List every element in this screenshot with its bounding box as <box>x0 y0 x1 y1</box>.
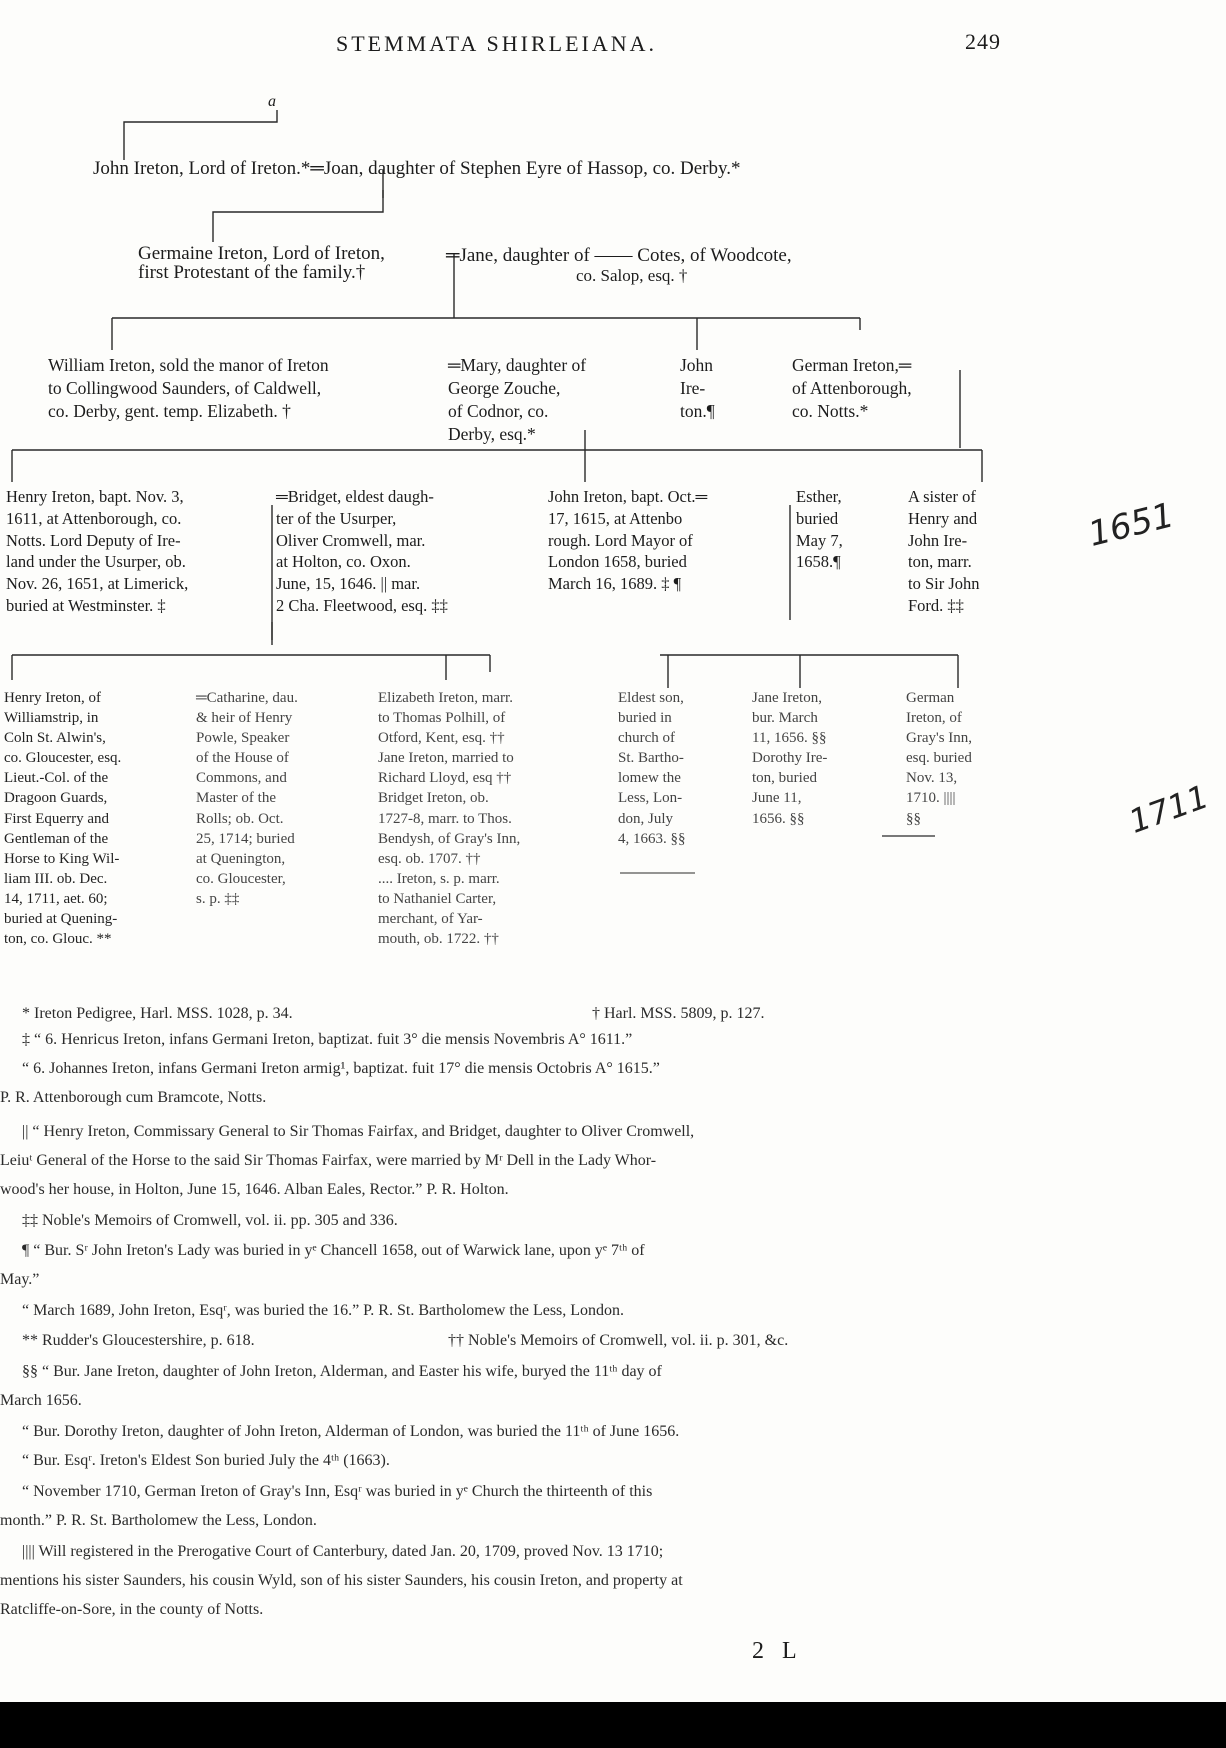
footnote-line: §§ “ Bur. Jane Ireton, daughter of John Ireton, Alderman, and Easter his wife, buryed the 11ᵗʰ day of <box>22 1363 662 1380</box>
footnote-line: ‡ “ 6. Henricus Ireton, infans Germani Ireton, baptizat. fuit 3° die mensis Novembris A° 1611.” <box>22 1031 633 1048</box>
footnote-line: March 1656. <box>0 1392 82 1409</box>
gen4-henry-ireton: Henry Ireton, bapt. Nov. 3, 1611, at Attenborough, co. Notts. Lord Deputy of Ire- land under the Usurper, ob. Nov. 26, 1651, at Limerick, buried at Westminster. ‡ <box>6 487 189 615</box>
gen5-elizabeth-jane-bridget-ireton: Elizabeth Ireton, marr. to Thomas Polhill, of Otford, Kent, esq. †† Jane Ireton, married to Richard Lloyd, esq †† Bridget Ireton, ob. 1727-8, marr. to Thos. Bendysh, of Gray's Inn, esq. ob. 1707. †† .... Ireton, s. p. marr. to Nathaniel Carter, merchant, of Yar- mouth, ob. 1722. †† <box>378 690 521 948</box>
gen5-catharine-powle: ═Catharine, dau. & heir of Henry Powle, Speaker of the House of Commons, and Master of the Rolls; ob. Oct. 25, 1714; buried at Quenington, co. Gloucester, s. p. ‡‡ <box>196 690 298 907</box>
gen5-eldest-son: Eldest son, buried in church of St. Bartho- lomew the Less, Lon- don, July 4, 1663. §§ <box>618 690 686 847</box>
footnote-line: “ March 1689, John Ireton, Esqʳ, was buried the 16.” P. R. St. Bartholomew the Less, London. <box>22 1302 625 1319</box>
footnote-line: wood's her house, in Holton, June 15, 1646. Alban Eales, Rector.” P. R. Holton. <box>0 1181 509 1198</box>
footnote-line: ‡‡ Noble's Memoirs of Cromwell, vol. ii. pp. 305 and 336. <box>22 1212 398 1229</box>
footnote-line: May.” <box>0 1271 40 1288</box>
footnote-line: ¶ “ Bur. Sʳ John Ireton's Lady was buried in yᵉ Chancell 1658, out of Warwick lane, upon yᵉ 7ᵗʰ of <box>22 1242 645 1259</box>
gen4-john-ireton-mayor: John Ireton, bapt. Oct.═ 17, 1615, at Attenbo rough. Lord Mayor of London 1658, buried March 16, 1689. ‡ ¶ <box>548 487 708 594</box>
footnote-line: “ Bur. Esqʳ. Ireton's Eldest Son buried July the 4ᵗʰ (1663). <box>22 1452 390 1469</box>
scan-bottom-edge <box>0 1702 1226 1748</box>
gen4-sister-ford: A sister of Henry and John Ire- ton, marr. to Sir John Ford. ‡‡ <box>908 487 980 615</box>
page-number: 249 <box>965 29 1001 54</box>
gen4-esther: Esther, buried May 7, 1658.¶ <box>796 487 843 572</box>
signature-mark: 2 L <box>752 1638 803 1664</box>
running-title: STEMMATA SHIRLEIANA. <box>336 31 658 56</box>
gen3-mary-zouche: ═Mary, daughter of George Zouche, of Codnor, co. Derby, esq.* <box>448 355 587 445</box>
footnote-noble-memoirs: †† Noble's Memoirs of Cromwell, vol. ii. p. 301, &c. <box>448 1332 789 1349</box>
footnote-line: P. R. Attenborough cum Bramcote, Notts. <box>0 1089 267 1106</box>
gen3-john-ireton: John Ire- ton.¶ <box>680 355 715 422</box>
footnote-line: |||| Will registered in the Prerogative Court of Canterbury, dated Jan. 20, 1709, proved Nov. 13 1710; <box>22 1543 664 1560</box>
footnote-line: Ratcliffe-on-Sore, in the county of Notts. <box>0 1601 264 1618</box>
footnote-line: Leiuᵗ General of the Horse to the said Sir Thomas Fairfax, were married by Mʳ Dell in the Lady Whor- <box>0 1152 657 1169</box>
gen1-john-ireton-joan: John Ireton, Lord of Ireton.*═Joan, daughter of Stephen Eyre of Hassop, co. Derby.* <box>93 158 741 179</box>
footnote-harl-mss: † Harl. MSS. 5809, p. 127. <box>592 1005 765 1022</box>
gen5-jane-dorothy-ireton: Jane Ireton, bur. March 11, 1656. §§ Dorothy Ire- ton, buried June 11, 1656. §§ <box>752 690 828 827</box>
gen2-germaine-ireton: Germaine Ireton, Lord of Ireton, first Protestant of the family.† <box>138 243 385 283</box>
gen5-henry-ireton-williamstrip: Henry Ireton, of Williamstrip, in Coln St. Alwin's, co. Gloucester, esq. Lieut.-Col. of the Dragoon Guards, First Equerry and Gentleman of the Horse to King Wil- liam III. ob. Dec. 14, 1711, aet. 60; buried at Quening- ton, co. Glouc. ** <box>4 690 122 948</box>
footnote-ireton-pedigree: * Ireton Pedigree, Harl. MSS. 1028, p. 34. <box>22 1005 293 1022</box>
footnote-line: || “ Henry Ireton, Commissary General to Sir Thomas Fairfax, and Bridget, daughter to Oliver Cromwell, <box>22 1123 695 1140</box>
footnote-rudder: ** Rudder's Gloucestershire, p. 618. <box>22 1332 255 1349</box>
gen2-jane-cotes-line2: co. Salop, esq. † <box>576 266 688 285</box>
footnotes <box>0 1004 1226 1629</box>
gen3-german-ireton: German Ireton,═ of Attenborough, co. Notts.* <box>792 355 912 422</box>
gen4-bridget-cromwell: ═Bridget, eldest daugh- ter of the Usurper, Oliver Cromwell, mar. at Holton, co. Oxon. June, 15, 1646. || mar. 2 Cha. Fleetwood, esq. ‡‡ <box>276 487 448 615</box>
footnote-line: mentions his sister Saunders, his cousin Wyld, son of his sister Saunders, his cousin Ireton, and property at <box>0 1572 683 1589</box>
footnote-line: “ Bur. Dorothy Ireton, daughter of John Ireton, Alderman of London, was buried the 11ᵗʰ of June 1656. <box>22 1423 680 1440</box>
margin-note-1651: 1651 <box>1084 495 1179 555</box>
gen5-german-ireton-grays-inn: German Ireton, of Gray's Inn, esq. buried Nov. 13, 1710. |||| §§ <box>906 690 973 827</box>
footnote-line: month.” P. R. St. Bartholomew the Less, London. <box>0 1512 317 1529</box>
footnote-line: “ November 1710, German Ireton of Gray's Inn, Esqʳ was buried in yᵉ Church the thirteenth of this <box>22 1483 653 1500</box>
footnote-line: “ 6. Johannes Ireton, infans Germani Ireton armig¹, baptizat. fuit 17° die mensis Octobris A° 1615.” <box>22 1060 660 1077</box>
margin-note-1711: 1711 <box>1123 777 1214 841</box>
gen2-jane-cotes-line1: ═Jane, daughter of —— Cotes, of Woodcote, <box>446 245 792 266</box>
pedigree-marker-a: a <box>268 93 276 110</box>
gen3-william-ireton: William Ireton, sold the manor of Ireton to Collingwood Saunders, of Caldwell, co. Derby, gent. temp. Elizabeth. † <box>48 355 329 422</box>
